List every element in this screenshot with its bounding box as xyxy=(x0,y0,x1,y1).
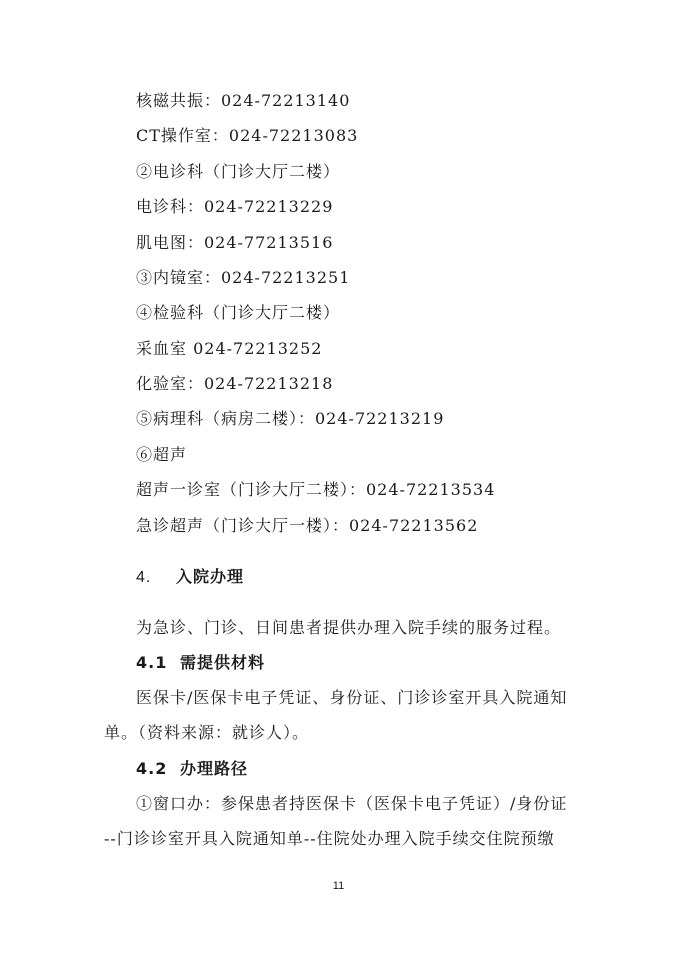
page-number: 11 xyxy=(332,880,345,892)
materials-line-2: 单。（资料来源：就诊人）。 xyxy=(104,723,310,742)
text-line-emergency-ultrasound: 急诊超声（门诊大厅一楼）：024-72213562 xyxy=(136,516,479,535)
text-line-emg: 肌电图：024-77213516 xyxy=(136,233,334,252)
subsection-number: 4.1 xyxy=(136,653,168,672)
section-intro: 为急诊、门诊、日间患者提供办理入院手续的服务过程。 xyxy=(136,618,562,637)
text-line-endoscopy: ③内镜室：024-72213251 xyxy=(136,268,351,287)
text-line-pathology: ⑤病理科（病房二楼）：024-72213219 xyxy=(136,409,445,428)
subsection-title: 办理路径 xyxy=(180,759,249,778)
subsection-heading-4-2 xyxy=(136,758,248,780)
subsection-title: 需提供材料 xyxy=(180,653,266,672)
text-line-ultrasound: ⑥超声 xyxy=(136,445,188,464)
subsection-heading-4-1 xyxy=(136,652,265,674)
text-line-ct: CT操作室：024-72213083 xyxy=(136,126,359,145)
text-line-ultrasound-room1: 超声一诊室（门诊大厅二楼）：024-72213534 xyxy=(136,480,496,499)
path-line-1: ①窗口办：参保患者持医保卡（医保卡电子凭证）/身份证 xyxy=(136,794,568,813)
path-line-2: --门诊诊室开具入院通知单--住院处办理入院手续交住院预缴 xyxy=(104,829,555,848)
section-heading-4 xyxy=(136,566,244,589)
text-line-mri: 核磁共振：024-72213140 xyxy=(136,91,351,110)
text-line-lab: 化验室：024-72213218 xyxy=(136,374,334,393)
subsection-number: 4.2 xyxy=(136,759,168,778)
text-line-blood: 采血室 024-72213252 xyxy=(136,339,323,358)
section-title: 入院办理 xyxy=(176,567,245,586)
section-number: 4. xyxy=(136,569,152,586)
text-line-electro-dept: ②电诊科（门诊大厅二楼） xyxy=(136,162,341,181)
materials-line-1: 医保卡/医保卡电子凭证、身份证、门诊诊室开具入院通知 xyxy=(136,688,568,707)
text-line-lab-dept: ④检验科（门诊大厅二楼） xyxy=(136,303,341,322)
text-line-electro: 电诊科：024-72213229 xyxy=(136,197,334,216)
